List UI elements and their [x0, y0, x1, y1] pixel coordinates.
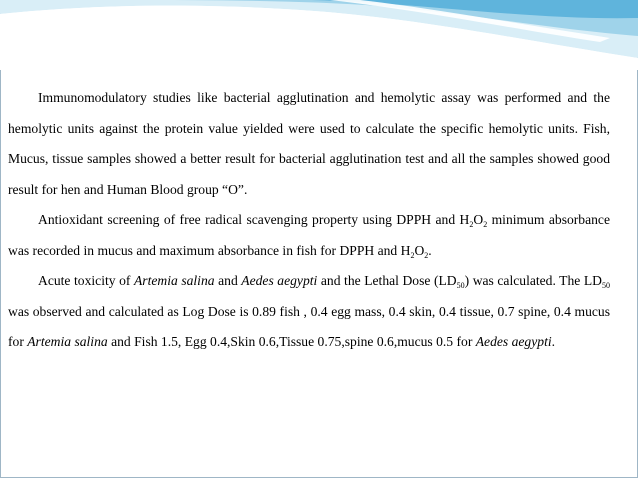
paragraph-immunomodulatory: Immunomodulatory studies like bacterial agglutination and hemolytic assay was performed and the hemolytic units against the protein value yielded were used to calculate the specific hemolytic units. Fish, Mucus, tissue samples showed a better result for bacterial agglutination test and all the samples showed good result for hen and Human Blood group “O”. — [8, 90, 610, 197]
paragraph-acute-toxicity: Acute toxicity of Artemia salina and Aedes aegypti and the Lethal Dose $(LD_{50})$ was calculated. The $LD_{50}$ was observed and calculated as Log Dose is 0.89 fish , 0.4 egg mass, 0.4 skin, 0.4 tissue, 0.7 spine, 0.4 mucus for Artemia salina and Fish 1.5, Egg 0.4,Skin 0.6,Tissue 0.75,spine 0.6,mucus 0.5 for Aedes aegypti. — [8, 273, 610, 349]
paragraph-antioxidant: Antioxidant screening of free radical scavenging property using DPPH and $H_2O_2$ minimum absorbance was recorded in mucus and maximum absorbance in fish for DPPH and $H_2O_2$. — [8, 212, 611, 260]
header-wave-decoration — [0, 0, 638, 70]
slide-body — [8, 83, 610, 358]
